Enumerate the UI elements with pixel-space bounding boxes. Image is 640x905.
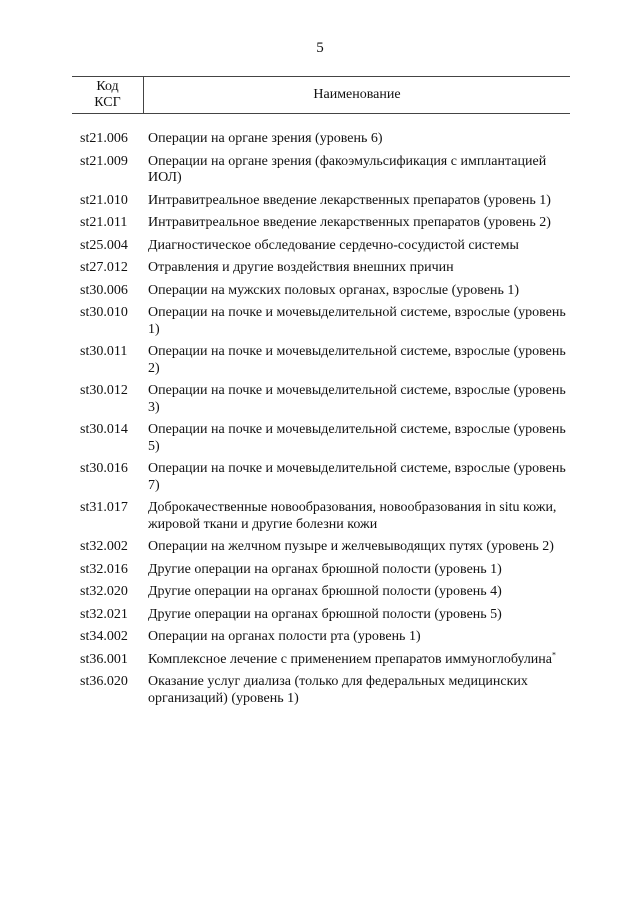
code-header-line1: Код <box>96 79 119 94</box>
row-name: Доброкачественные новообразования, новообразования in situ кожи, жировой ткани и другие болезни кожи <box>148 500 557 532</box>
row-name: Операции на желчном пузыре и желчевыводящих путях (уровень 2) <box>148 539 554 554</box>
name-column-header: Наименование <box>313 87 401 102</box>
table-row <box>72 238 572 255</box>
row-code: st30.012 <box>80 383 128 398</box>
row-name: Отравления и другие воздействия внешних причин <box>148 260 454 275</box>
row-code: st36.020 <box>80 674 128 689</box>
row-name-text: Комплексное лечение с применением препаратов иммуноглобулина <box>148 651 552 667</box>
row-code: st30.011 <box>80 344 128 359</box>
row-code: st32.021 <box>80 606 128 622</box>
table-header <box>72 76 570 114</box>
row-code: st21.006 <box>80 131 128 146</box>
table-row <box>72 283 572 300</box>
table-row <box>72 629 572 646</box>
row-code: st30.010 <box>80 305 128 320</box>
row-code: st32.016 <box>80 561 128 577</box>
code-header-line2: КСГ <box>94 95 121 110</box>
table-body <box>72 131 572 713</box>
row-code: st32.020 <box>80 584 128 599</box>
table-row <box>72 154 572 187</box>
row-code: st25.004 <box>80 237 128 253</box>
table-row <box>72 344 572 377</box>
row-code: st21.009 <box>80 153 128 169</box>
row-code: st21.010 <box>80 192 128 208</box>
row-name: Операции на почке и мочевыделительной системе, взрослые (уровень 3) <box>148 383 566 415</box>
row-name: Диагностическое обследование сердечно-сосудистой системы <box>148 237 519 253</box>
table-row <box>72 461 572 494</box>
row-name: Другие операции на органах брюшной полости (уровень 4) <box>148 584 502 599</box>
table-row <box>72 649 572 669</box>
page-number: 5 <box>316 40 324 56</box>
row-code: st21.011 <box>80 215 128 230</box>
table-row <box>72 305 572 338</box>
row-name: Операции на почке и мочевыделительной системе, взрослые (уровень 2) <box>148 344 566 376</box>
row-name: Операции на мужских половых органах, взрослые (уровень 1) <box>148 282 520 298</box>
table-row <box>72 383 572 416</box>
table-row <box>72 131 572 148</box>
row-code: st32.002 <box>80 539 128 554</box>
row-name: Интравитреальное введение лекарственных препаратов (уровень 1) <box>148 192 551 208</box>
table-row <box>72 539 572 556</box>
table-row <box>72 193 572 210</box>
row-code: st27.012 <box>80 260 128 275</box>
row-name: Оказание услуг диализа (только для федеральных медицинских организаций) (уровень 1) <box>148 674 528 706</box>
row-name: Интравитреальное введение лекарственных препаратов (уровень 2) <box>148 215 551 230</box>
table-row <box>72 215 572 232</box>
table-row <box>72 607 572 624</box>
table-row <box>72 500 572 533</box>
table-row <box>72 562 572 579</box>
row-name: Другие операции на органах брюшной полости (уровень 5) <box>148 606 502 622</box>
table-row <box>72 422 572 455</box>
code-column-header <box>72 77 144 113</box>
row-code: st34.002 <box>80 629 128 644</box>
row-code: st30.014 <box>80 422 128 437</box>
row-name: Операции на почке и мочевыделительной системе, взрослые (уровень 5) <box>148 422 566 454</box>
row-code: st36.001 <box>80 651 128 667</box>
row-name: Операции на органе зрения (факоэмульсификация с имплантацией ИОЛ) <box>148 153 547 185</box>
table-row <box>72 674 572 707</box>
row-name: Операции на органах полости рта (уровень 1) <box>148 629 421 644</box>
table-row <box>72 584 572 601</box>
row-code: st31.017 <box>80 500 128 515</box>
table-row <box>72 260 572 277</box>
footnote-mark: * <box>552 649 556 659</box>
row-name: Операции на почке и мочевыделительной системе, взрослые (уровень 1) <box>148 305 566 337</box>
row-name: Операции на органе зрения (уровень 6) <box>148 131 383 146</box>
row-name <box>148 649 572 669</box>
row-name: Другие операции на органах брюшной полости (уровень 1) <box>148 561 502 577</box>
row-code: st30.016 <box>80 461 128 476</box>
row-name: Операции на почке и мочевыделительной системе, взрослые (уровень 7) <box>148 461 566 493</box>
row-code: st30.006 <box>80 282 128 298</box>
